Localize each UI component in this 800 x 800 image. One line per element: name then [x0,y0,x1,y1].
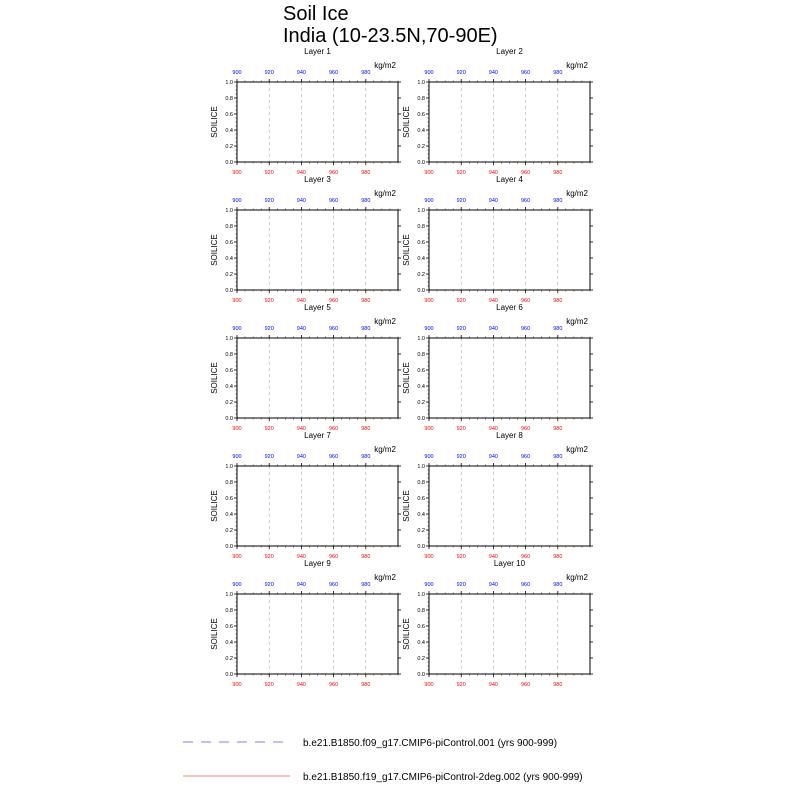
x-top-tick-label: 980 [361,198,371,204]
y-tick-label: 0.4 [225,512,233,518]
y-tick-label: 0.2 [225,400,233,406]
panel-layer-7 [210,431,401,560]
panel-layer-8 [402,431,593,560]
x-top-tick-label: 920 [456,198,466,204]
x-units-label: kg/m2 [374,445,396,454]
y-tick-label: 1.0 [225,336,233,342]
y-tick-label: 0.0 [417,416,425,422]
x-top-tick-label: 940 [296,454,306,460]
panel-layer-1 [210,47,401,176]
y-tick-label: 0.6 [225,112,233,118]
x-top-tick-label: 980 [361,70,371,76]
x-top-tick-label: 900 [424,198,434,204]
x-top-tick-label: 920 [264,70,274,76]
x-bottom-tick-label: 920 [264,554,274,560]
y-tick-label: 0.6 [225,624,233,630]
x-bottom-tick-label: 920 [456,170,466,176]
figure-title: Soil Ice [283,3,349,25]
x-bottom-tick-label: 920 [264,298,274,304]
plot-frame [429,210,590,290]
x-top-tick-label: 940 [488,582,498,588]
x-bottom-tick-label: 940 [296,170,306,176]
x-bottom-tick-label: 920 [264,170,274,176]
x-units-label: kg/m2 [374,317,396,326]
x-top-tick-label: 920 [456,70,466,76]
x-top-tick-label: 900 [424,326,434,332]
y-tick-label: 0.2 [225,528,233,534]
x-bottom-tick-label: 960 [329,554,339,560]
x-bottom-tick-label: 960 [329,426,339,432]
panel-title: Layer 9 [304,559,331,568]
x-bottom-tick-label: 920 [456,426,466,432]
plot-frame [237,82,398,162]
y-axis-label: SOILICE [402,234,411,266]
plot-frame [237,210,398,290]
y-tick-label: 0.2 [225,144,233,150]
y-tick-label: 0.2 [225,656,233,662]
y-tick-label: 0.0 [225,672,233,678]
panel-grid [210,47,593,688]
x-top-tick-label: 960 [521,454,531,460]
panel-title: Layer 1 [304,47,331,56]
panel-title: Layer 4 [496,175,523,184]
x-top-tick-label: 980 [553,198,563,204]
x-bottom-tick-label: 960 [521,298,531,304]
x-top-tick-label: 920 [456,326,466,332]
x-top-tick-label: 940 [296,70,306,76]
y-tick-label: 0.4 [225,384,233,390]
x-top-tick-label: 960 [521,198,531,204]
y-axis-label: SOILICE [402,362,411,394]
x-bottom-tick-label: 960 [329,682,339,688]
plot-frame [429,466,590,546]
y-tick-label: 1.0 [417,592,425,598]
y-tick-label: 0.6 [225,496,233,502]
y-tick-label: 0.2 [417,528,425,534]
panel-title: Layer 5 [304,303,331,312]
x-bottom-tick-label: 920 [264,426,274,432]
panel-title: Layer 8 [496,431,523,440]
y-tick-label: 0.8 [225,96,233,102]
x-top-tick-label: 920 [456,582,466,588]
x-bottom-tick-label: 960 [521,426,531,432]
y-axis-label: SOILICE [210,490,219,522]
panel-title: Layer 3 [304,175,331,184]
x-top-tick-label: 940 [296,582,306,588]
x-bottom-tick-label: 980 [361,298,371,304]
x-bottom-tick-label: 920 [456,682,466,688]
plot-frame [429,338,590,418]
y-tick-label: 1.0 [417,336,425,342]
x-top-tick-label: 900 [232,582,242,588]
x-top-tick-label: 920 [264,454,274,460]
x-top-tick-label: 920 [456,454,466,460]
x-bottom-tick-label: 940 [488,554,498,560]
x-bottom-tick-label: 980 [553,554,563,560]
x-top-tick-label: 940 [488,70,498,76]
x-bottom-tick-label: 900 [232,170,242,176]
y-tick-label: 0.8 [417,608,425,614]
x-top-tick-label: 920 [264,198,274,204]
x-units-label: kg/m2 [374,573,396,582]
y-tick-label: 0.0 [225,160,233,166]
x-bottom-tick-label: 980 [553,170,563,176]
x-bottom-tick-label: 940 [488,298,498,304]
y-tick-label: 0.2 [417,144,425,150]
y-tick-label: 0.8 [225,352,233,358]
y-tick-label: 1.0 [225,464,233,470]
y-tick-label: 0.6 [417,240,425,246]
panel-layer-10 [402,559,593,688]
y-tick-label: 1.0 [417,80,425,86]
figure-subtitle: India (10-23.5N,70-90E) [283,25,498,47]
y-tick-label: 0.0 [417,544,425,550]
x-units-label: kg/m2 [566,317,588,326]
y-axis-label: SOILICE [210,618,219,650]
x-bottom-tick-label: 900 [232,554,242,560]
y-tick-label: 0.0 [225,288,233,294]
y-tick-label: 0.4 [225,256,233,262]
panel-title: Layer 2 [496,47,523,56]
x-top-tick-label: 980 [553,326,563,332]
y-tick-label: 0.6 [417,112,425,118]
y-tick-label: 1.0 [417,464,425,470]
x-top-tick-label: 900 [232,198,242,204]
x-top-tick-label: 900 [232,326,242,332]
x-bottom-tick-label: 940 [296,426,306,432]
x-bottom-tick-label: 900 [424,554,434,560]
y-tick-label: 0.0 [225,544,233,550]
x-bottom-tick-label: 900 [424,298,434,304]
y-tick-label: 0.6 [417,496,425,502]
x-top-tick-label: 900 [424,454,434,460]
panel-layer-6 [402,303,593,432]
x-top-tick-label: 920 [264,326,274,332]
x-units-label: kg/m2 [374,189,396,198]
x-top-tick-label: 980 [361,454,371,460]
y-axis-label: SOILICE [402,106,411,138]
y-tick-label: 1.0 [417,208,425,214]
x-top-tick-label: 960 [329,198,339,204]
x-bottom-tick-label: 980 [361,682,371,688]
x-bottom-tick-label: 980 [361,170,371,176]
x-bottom-tick-label: 960 [521,554,531,560]
plot-frame [237,594,398,674]
panel-layer-3 [210,175,401,304]
x-top-tick-label: 940 [488,326,498,332]
x-top-tick-label: 920 [264,582,274,588]
y-tick-label: 0.2 [417,656,425,662]
x-bottom-tick-label: 940 [296,298,306,304]
y-tick-label: 0.6 [225,240,233,246]
x-units-label: kg/m2 [374,61,396,70]
x-top-tick-label: 940 [296,198,306,204]
panel-layer-9 [210,559,401,688]
y-axis-label: SOILICE [402,618,411,650]
panel-title: Layer 10 [493,559,526,568]
x-bottom-tick-label: 900 [424,170,434,176]
y-tick-label: 1.0 [225,80,233,86]
x-bottom-tick-label: 960 [521,682,531,688]
y-tick-label: 0.8 [417,96,425,102]
y-tick-label: 0.4 [225,640,233,646]
x-bottom-tick-label: 940 [488,426,498,432]
y-tick-label: 0.0 [225,416,233,422]
panel-layer-2 [402,47,593,176]
x-bottom-tick-label: 980 [361,554,371,560]
plot-frame [237,466,398,546]
x-top-tick-label: 960 [329,70,339,76]
x-bottom-tick-label: 980 [553,682,563,688]
x-top-tick-label: 960 [521,70,531,76]
x-bottom-tick-label: 920 [456,554,466,560]
panel-layer-4 [402,175,593,304]
x-top-tick-label: 980 [361,326,371,332]
x-units-label: kg/m2 [566,445,588,454]
y-tick-label: 0.4 [417,128,425,134]
panel-layer-5 [210,303,401,432]
x-top-tick-label: 900 [424,70,434,76]
x-top-tick-label: 960 [329,582,339,588]
legend-label: b.e21.B1850.f19_g17.CMIP6-piControl-2deg.002 (yrs 900-999) [303,772,583,783]
y-tick-label: 0.4 [225,128,233,134]
legend-item-2 [183,772,583,783]
y-tick-label: 0.0 [417,672,425,678]
panel-title: Layer 7 [304,431,331,440]
x-units-label: kg/m2 [566,61,588,70]
y-tick-label: 0.4 [417,256,425,262]
x-bottom-tick-label: 900 [424,426,434,432]
x-bottom-tick-label: 940 [296,682,306,688]
plot-frame [429,82,590,162]
legend-item-1 [183,738,557,749]
y-axis-label: SOILICE [210,362,219,394]
y-tick-label: 1.0 [225,592,233,598]
x-bottom-tick-label: 980 [553,298,563,304]
y-tick-label: 0.0 [417,160,425,166]
x-bottom-tick-label: 960 [329,298,339,304]
x-top-tick-label: 980 [553,70,563,76]
x-top-tick-label: 960 [521,582,531,588]
x-bottom-tick-label: 940 [488,682,498,688]
x-top-tick-label: 940 [488,198,498,204]
y-tick-label: 1.0 [225,208,233,214]
y-tick-label: 0.8 [225,224,233,230]
x-bottom-tick-label: 980 [553,426,563,432]
x-bottom-tick-label: 980 [361,426,371,432]
legend [183,738,583,783]
y-tick-label: 0.2 [417,272,425,278]
y-tick-label: 0.6 [417,368,425,374]
y-tick-label: 0.2 [417,400,425,406]
panel-title: Layer 6 [496,303,523,312]
x-bottom-tick-label: 900 [232,682,242,688]
x-bottom-tick-label: 940 [488,170,498,176]
x-bottom-tick-label: 960 [329,170,339,176]
y-tick-label: 0.6 [225,368,233,374]
x-bottom-tick-label: 960 [521,170,531,176]
x-top-tick-label: 980 [553,454,563,460]
x-top-tick-label: 980 [361,582,371,588]
x-top-tick-label: 980 [553,582,563,588]
legend-label: b.e21.B1850.f09_g17.CMIP6-piControl.001 (yrs 900-999) [303,738,558,749]
plot-frame [237,338,398,418]
x-bottom-tick-label: 920 [456,298,466,304]
y-tick-label: 0.4 [417,512,425,518]
y-tick-label: 0.8 [225,608,233,614]
y-tick-label: 0.8 [225,480,233,486]
x-units-label: kg/m2 [566,189,588,198]
y-tick-label: 0.2 [225,272,233,278]
y-axis-label: SOILICE [210,106,219,138]
x-bottom-tick-label: 900 [232,298,242,304]
y-tick-label: 0.6 [417,624,425,630]
x-top-tick-label: 900 [424,582,434,588]
x-units-label: kg/m2 [566,573,588,582]
x-bottom-tick-label: 900 [232,426,242,432]
x-top-tick-label: 940 [488,454,498,460]
y-tick-label: 0.4 [417,384,425,390]
plot-frame [429,594,590,674]
x-top-tick-label: 960 [329,454,339,460]
x-top-tick-label: 900 [232,70,242,76]
x-top-tick-label: 960 [521,326,531,332]
y-tick-label: 0.8 [417,224,425,230]
x-bottom-tick-label: 900 [424,682,434,688]
y-tick-label: 0.0 [417,288,425,294]
x-bottom-tick-label: 920 [264,682,274,688]
x-top-tick-label: 900 [232,454,242,460]
y-tick-label: 0.4 [417,640,425,646]
x-bottom-tick-label: 940 [296,554,306,560]
x-top-tick-label: 940 [296,326,306,332]
y-axis-label: SOILICE [210,234,219,266]
y-tick-label: 0.8 [417,352,425,358]
y-axis-label: SOILICE [402,490,411,522]
x-top-tick-label: 960 [329,326,339,332]
y-tick-label: 0.8 [417,480,425,486]
